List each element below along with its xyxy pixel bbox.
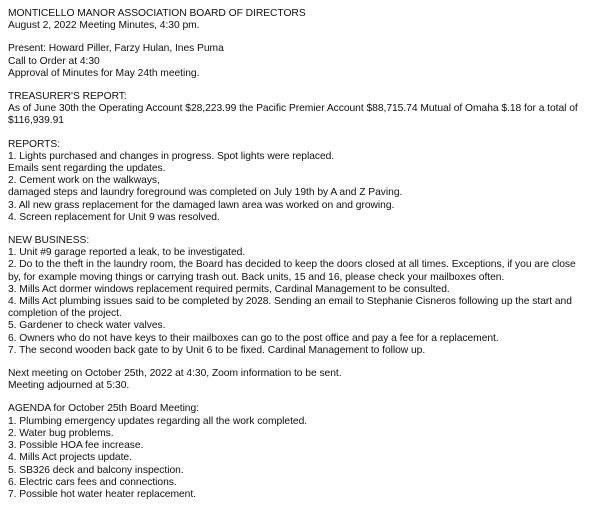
new-business-item: 1. Unit #9 garage reported a leak, to be investigated. [8, 247, 246, 259]
report-line: Emails sent regarding the updates. [8, 163, 166, 175]
call-to-order: Call to Order at 4:30 [8, 55, 100, 67]
document-title: MONTICELLO MANOR ASSOCIATION BOARD OF DIRECTORS [8, 8, 306, 19]
minutes-approval: Approval of Minutes for May 24th meeting. [8, 67, 200, 79]
meeting-adjourned: Meeting adjourned at 5:30. [8, 380, 130, 392]
agenda-item: 5. SB326 deck and balcony inspection. [8, 464, 184, 476]
attendees: Present: Howard Piller, Farzy Hulan, Ines Puma [8, 43, 224, 55]
report-line: 2. Cement work on the walkways, [8, 175, 160, 187]
report-line: 4. Screen replacement for Unit 9 was resolved. [8, 211, 220, 223]
agenda-item: 7. Possible hot water heater replacement. [8, 488, 196, 500]
treasurer-report-text: As of June 30th the Operating Account $28,223.99 the Pacific Premier Account $88,715.74 Mutual of Omaha $.18 for a total of $116,939.91 [8, 103, 578, 127]
next-meeting: Next meeting on October 25th, 2022 at 4:30, Zoom information to be sent. [8, 368, 342, 380]
treasurer-heading: TREASURER'S REPORT: [8, 91, 127, 103]
reports-heading: REPORTS: [8, 138, 61, 150]
report-line: 3. All new grass replacement for the damaged lawn area was worked on and growing. [8, 199, 395, 211]
meeting-minutes [8, 8, 590, 501]
report-line: 1. Lights purchased and changes in progress. Spot lights were replaced. [8, 150, 335, 162]
new-business-item: 3. Mills Act dormer windows replacement required permits, Cardinal Management to be consulted. [8, 283, 450, 295]
agenda-item: 1. Plumbing emergency updates regarding all the work completed. [8, 415, 308, 427]
new-business-item: 7. The second wooden back gate to by Unit 6 to be fixed. Cardinal Management to follow up. [8, 344, 426, 356]
agenda-heading: AGENDA for October 25th Board Meeting: [8, 403, 199, 415]
agenda-item: 3. Possible HOA fee increase. [8, 440, 144, 452]
agenda-item: 4. Mills Act projects update. [8, 452, 132, 464]
new-business-item: 2. Do to the theft in the laundry room, the Board has decided to keep the doors closed at all times. Exceptions, if you are close by, for example moving things or carrying trash out. Back units, 15 and 16, please check your mailboxes often. [8, 259, 576, 283]
meeting-date: August 2, 2022 Meeting Minutes, 4:30 pm. [8, 20, 200, 32]
new-business-item: 4. Mills Act plumbing issues said to be completed by 2028. Sending an email to Stephanie Cisneros following up the start and completion of the project. [8, 296, 572, 320]
new-business-heading: NEW BUSINESS: [8, 235, 90, 247]
report-line: damaged steps and laundry foreground was completed on July 19th by A and Z Paving. [8, 187, 403, 199]
new-business-item: 5. Gardener to check water valves. [8, 320, 166, 332]
agenda-item: 6. Electric cars fees and connections. [8, 476, 177, 488]
agenda-item: 2. Water bug problems. [8, 427, 114, 439]
new-business-item: 6. Owners who do not have keys to their mailboxes can go to the post office and pay a fee for a replacement. [8, 332, 499, 344]
